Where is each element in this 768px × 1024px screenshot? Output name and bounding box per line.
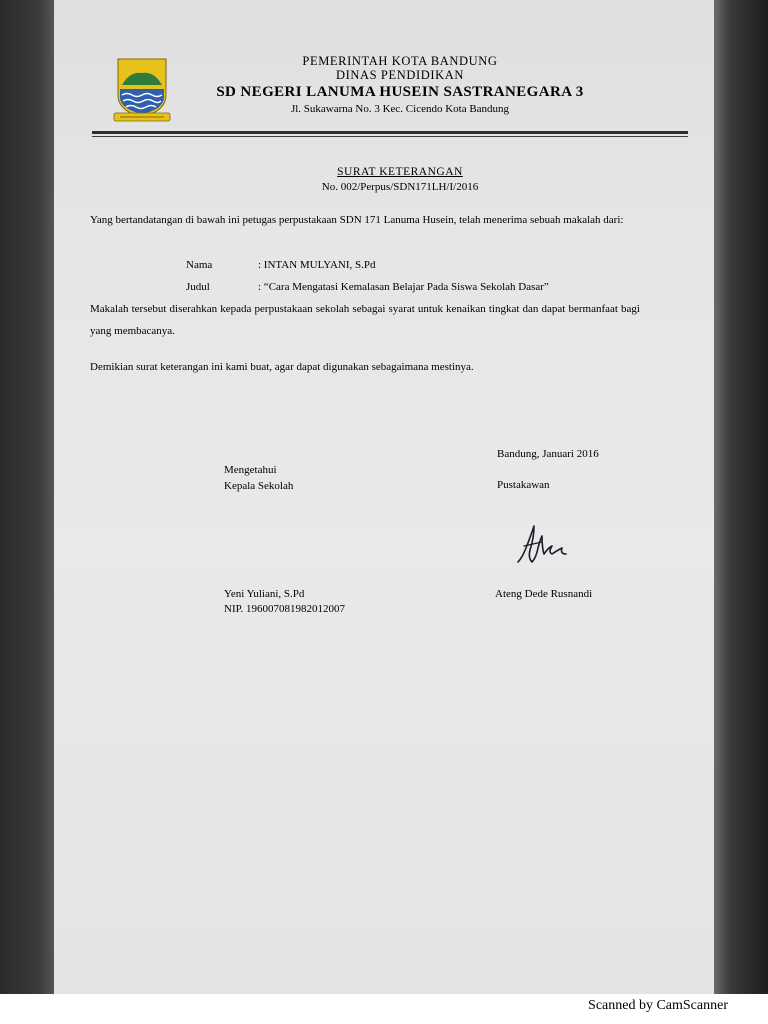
school-name: SD NEGERI LANUMA HUSEIN SASTRANEGARA 3: [216, 84, 584, 100]
photo-background-left: [0, 0, 54, 994]
scanner-watermark: Scanned by CamScanner: [588, 998, 728, 1013]
letterhead-divider-thick: [92, 131, 688, 134]
department-name: DINAS PENDIDIKAN: [336, 68, 464, 82]
city-emblem-icon: [112, 55, 172, 123]
librarian-signature-icon: [512, 518, 576, 568]
field-value-name: : INTAN MULYANI, S.Pd: [258, 259, 376, 271]
librarian-name: Ateng Dede Rusnandi: [495, 588, 593, 600]
document-number: No. 002/Perpus/SDN171LH/I/2016: [321, 181, 479, 193]
place-date: Bandung, Januari 2016: [497, 448, 599, 460]
field-label-title: Judul: [186, 281, 210, 293]
letterhead-divider-thin: [92, 136, 688, 137]
librarian-role: Pustakawan: [497, 479, 550, 491]
field-value-title: : “Cara Mengatasi Kemalasan Belajar Pada Siswa Sekolah Dasar”: [258, 281, 549, 293]
photo-background-right: [714, 0, 768, 994]
document-title: SURAT KETERANGAN: [337, 166, 463, 178]
government-name: PEMERINTAH KOTA BANDUNG: [302, 54, 498, 68]
school-address: Jl. Sukawarna No. 3 Kec. Cicendo Kota Bandung: [290, 103, 510, 115]
principal-nip: NIP. 196007081982012007: [224, 603, 346, 615]
closing-paragraph: Demikian surat keterangan ini kami buat, agar dapat digunakan sebagaimana mestinya.: [90, 361, 474, 373]
purpose-paragraph: Makalah tersebut diserahkan kepada perpustakaan sekolah sebagai syarat untuk kenaikan tingkat dan dapat bermanfaat bagi yang membacanya.: [90, 303, 640, 337]
opening-paragraph: Yang bertandatangan di bawah ini petugas perpustakaan SDN 171 Lanuma Husein, telah menerima sebuah makalah dari:: [90, 214, 624, 226]
field-label-name: Nama: [186, 259, 213, 271]
acknowledged-label: Mengetahui: [224, 464, 277, 476]
principal-role: Kepala Sekolah: [224, 480, 294, 492]
principal-name: Yeni Yuliani, S.Pd: [224, 588, 305, 600]
letterhead: [170, 54, 630, 116]
paper-sheet: [54, 0, 714, 994]
